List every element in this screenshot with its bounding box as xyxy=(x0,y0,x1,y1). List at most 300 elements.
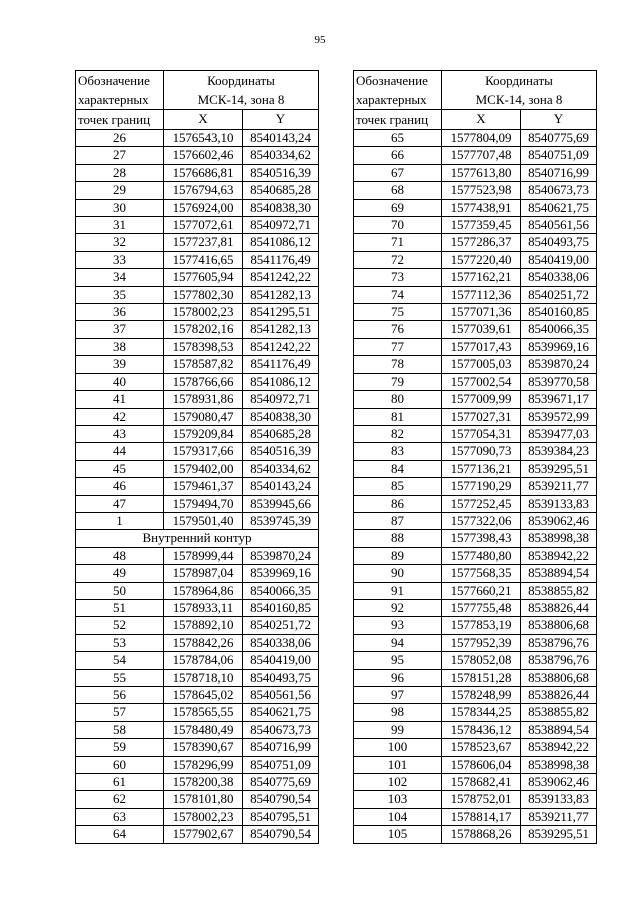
y-coordinate: 8540838,30 xyxy=(243,199,319,216)
table-row xyxy=(354,565,597,582)
point-number: 103 xyxy=(354,791,442,808)
x-coordinate: 1577090,73 xyxy=(442,443,521,460)
x-coordinate: 1578842,26 xyxy=(164,634,243,651)
x-coordinate: 1576543,10 xyxy=(164,130,243,147)
point-number: 96 xyxy=(354,669,442,686)
table-row xyxy=(354,547,597,564)
table-row xyxy=(76,582,319,599)
table-row xyxy=(354,234,597,251)
x-coordinate: 1577009,99 xyxy=(442,391,521,408)
table-row xyxy=(354,530,597,547)
designation-line: характерных xyxy=(356,92,427,107)
y-coordinate: 8540621,75 xyxy=(243,704,319,721)
table-row xyxy=(76,495,319,512)
point-number: 35 xyxy=(76,286,164,303)
y-coordinate: 8539133,83 xyxy=(521,495,597,512)
table-row xyxy=(354,217,597,234)
x-coordinate: 1577359,45 xyxy=(442,217,521,234)
designation-line: точек границ xyxy=(76,110,164,130)
y-coordinate: 8541295,51 xyxy=(243,304,319,321)
table-row xyxy=(76,721,319,738)
point-number: 86 xyxy=(354,495,442,512)
point-number: 98 xyxy=(354,704,442,721)
y-coordinate: 8541282,13 xyxy=(243,286,319,303)
y-coordinate: 8540516,39 xyxy=(243,164,319,181)
point-number: 27 xyxy=(76,147,164,164)
y-coordinate: 8541086,12 xyxy=(243,373,319,390)
x-column-header: X xyxy=(164,110,243,130)
point-number: 41 xyxy=(76,391,164,408)
table-row xyxy=(76,391,319,408)
y-coordinate: 8540143,24 xyxy=(243,478,319,495)
y-coordinate: 8540673,73 xyxy=(521,182,597,199)
x-coordinate: 1577252,45 xyxy=(442,495,521,512)
coordinates-line: МСК-14, зона 8 xyxy=(475,92,563,107)
table-row xyxy=(354,338,597,355)
y-coordinate: 8540160,85 xyxy=(521,304,597,321)
y-coordinate: 8540251,72 xyxy=(521,286,597,303)
point-number: 85 xyxy=(354,478,442,495)
y-coordinate: 8540338,06 xyxy=(243,634,319,651)
coordinates-line: МСК-14, зона 8 xyxy=(197,92,285,107)
y-coordinate: 8540751,09 xyxy=(521,147,597,164)
coordinates-line: Координаты xyxy=(485,73,553,88)
x-coordinate: 1577438,91 xyxy=(442,199,521,216)
point-number: 84 xyxy=(354,460,442,477)
point-number: 95 xyxy=(354,652,442,669)
table-row xyxy=(354,251,597,268)
y-coordinate: 8540716,99 xyxy=(243,739,319,756)
table-row xyxy=(76,130,319,147)
x-coordinate: 1577605,94 xyxy=(164,269,243,286)
x-coordinate: 1578892,10 xyxy=(164,617,243,634)
x-coordinate: 1577398,43 xyxy=(442,530,521,547)
point-number: 59 xyxy=(76,739,164,756)
x-coordinate: 1577027,31 xyxy=(442,408,521,425)
table-row xyxy=(354,321,597,338)
y-coordinate: 8540685,28 xyxy=(243,425,319,442)
table-row xyxy=(76,599,319,616)
table-row xyxy=(354,791,597,808)
x-coordinate: 1578523,67 xyxy=(442,739,521,756)
y-coordinate: 8541282,13 xyxy=(243,321,319,338)
table-row xyxy=(76,791,319,808)
x-coordinate: 1578002,23 xyxy=(164,304,243,321)
x-coordinate: 1577660,21 xyxy=(442,582,521,599)
point-number: 40 xyxy=(76,373,164,390)
point-number: 70 xyxy=(354,217,442,234)
y-coordinate: 8539295,51 xyxy=(521,460,597,477)
x-coordinate: 1577017,43 xyxy=(442,338,521,355)
table-row xyxy=(76,652,319,669)
point-number: 69 xyxy=(354,199,442,216)
x-coordinate: 1578151,28 xyxy=(442,669,521,686)
y-column-header: Y xyxy=(521,110,597,130)
x-coordinate: 1577480,80 xyxy=(442,547,521,564)
table-row xyxy=(76,443,319,460)
point-number: 64 xyxy=(76,826,164,843)
y-coordinate: 8539969,16 xyxy=(521,338,597,355)
table-row xyxy=(354,408,597,425)
point-number: 89 xyxy=(354,547,442,564)
x-coordinate: 1577190,29 xyxy=(442,478,521,495)
table-row xyxy=(354,512,597,529)
y-column-header: Y xyxy=(243,110,319,130)
point-number: 57 xyxy=(76,704,164,721)
table-row xyxy=(76,217,319,234)
y-coordinate: 8540751,09 xyxy=(243,756,319,773)
y-coordinate: 8541176,49 xyxy=(243,356,319,373)
designation-line: точек границ xyxy=(354,110,442,130)
y-coordinate: 8539671,17 xyxy=(521,391,597,408)
point-number: 75 xyxy=(354,304,442,321)
x-coordinate: 1579080,47 xyxy=(164,408,243,425)
table-row xyxy=(76,478,319,495)
point-number: 45 xyxy=(76,460,164,477)
y-coordinate: 8539211,77 xyxy=(521,808,597,825)
point-number: 101 xyxy=(354,756,442,773)
point-number: 55 xyxy=(76,669,164,686)
point-number: 100 xyxy=(354,739,442,756)
designation-line: Обозначение xyxy=(78,73,150,88)
point-number: 26 xyxy=(76,130,164,147)
table-row xyxy=(354,495,597,512)
y-coordinate: 8538826,44 xyxy=(521,687,597,704)
coordinates-table-right xyxy=(353,70,597,844)
point-number: 77 xyxy=(354,338,442,355)
y-coordinate: 8538942,22 xyxy=(521,547,597,564)
table-row xyxy=(354,130,597,147)
y-coordinate: 8539062,46 xyxy=(521,512,597,529)
point-number: 61 xyxy=(76,774,164,791)
x-coordinate: 1578606,04 xyxy=(442,756,521,773)
point-number: 37 xyxy=(76,321,164,338)
point-number: 34 xyxy=(76,269,164,286)
point-number: 1 xyxy=(76,512,164,529)
x-coordinate: 1577523,98 xyxy=(442,182,521,199)
point-number: 68 xyxy=(354,182,442,199)
table-row xyxy=(76,199,319,216)
table-row xyxy=(76,304,319,321)
point-number: 78 xyxy=(354,356,442,373)
table-row xyxy=(76,808,319,825)
y-coordinate: 8539295,51 xyxy=(521,826,597,843)
x-coordinate: 1579501,40 xyxy=(164,512,243,529)
table-row xyxy=(354,443,597,460)
table-row xyxy=(76,373,319,390)
x-coordinate: 1577707,48 xyxy=(442,147,521,164)
table-row xyxy=(76,617,319,634)
x-coordinate: 1577072,61 xyxy=(164,217,243,234)
x-coordinate: 1577039,61 xyxy=(442,321,521,338)
y-coordinate: 8538796,76 xyxy=(521,634,597,651)
y-coordinate: 8540716,99 xyxy=(521,164,597,181)
table-row xyxy=(354,687,597,704)
x-coordinate: 1577005,03 xyxy=(442,356,521,373)
table-row xyxy=(76,669,319,686)
point-number: 32 xyxy=(76,234,164,251)
table-row xyxy=(354,164,597,181)
y-coordinate: 8539870,24 xyxy=(243,547,319,564)
y-coordinate: 8538998,38 xyxy=(521,756,597,773)
table-row xyxy=(76,182,319,199)
point-number: 33 xyxy=(76,251,164,268)
y-coordinate: 8540160,85 xyxy=(243,599,319,616)
point-number: 67 xyxy=(354,164,442,181)
y-coordinate: 8539477,03 xyxy=(521,425,597,442)
x-coordinate: 1578436,12 xyxy=(442,721,521,738)
table-row xyxy=(76,739,319,756)
y-coordinate: 8538806,68 xyxy=(521,617,597,634)
x-coordinate: 1578052,08 xyxy=(442,652,521,669)
x-coordinate: 1578565,55 xyxy=(164,704,243,721)
table-row xyxy=(76,338,319,355)
table-row xyxy=(354,286,597,303)
point-number: 90 xyxy=(354,565,442,582)
x-coordinate: 1578645,02 xyxy=(164,687,243,704)
table-row xyxy=(76,356,319,373)
x-coordinate: 1577416,65 xyxy=(164,251,243,268)
point-number: 76 xyxy=(354,321,442,338)
y-coordinate: 8540493,75 xyxy=(521,234,597,251)
table-row xyxy=(76,408,319,425)
designation-line: характерных xyxy=(78,92,149,107)
x-coordinate: 1577002,54 xyxy=(442,373,521,390)
table-row xyxy=(354,808,597,825)
point-number: 82 xyxy=(354,425,442,442)
x-coordinate: 1577237,81 xyxy=(164,234,243,251)
y-coordinate: 8538826,44 xyxy=(521,599,597,616)
x-coordinate: 1577902,67 xyxy=(164,826,243,843)
point-number: 54 xyxy=(76,652,164,669)
table-row xyxy=(354,704,597,721)
point-number: 48 xyxy=(76,547,164,564)
y-coordinate: 8540972,71 xyxy=(243,217,319,234)
y-coordinate: 8540334,62 xyxy=(243,460,319,477)
y-coordinate: 8540334,62 xyxy=(243,147,319,164)
point-number: 58 xyxy=(76,721,164,738)
y-coordinate: 8540066,35 xyxy=(243,582,319,599)
x-coordinate: 1578766,66 xyxy=(164,373,243,390)
x-coordinate: 1577804,09 xyxy=(442,130,521,147)
x-coordinate: 1577220,40 xyxy=(442,251,521,268)
x-coordinate: 1579402,00 xyxy=(164,460,243,477)
point-number: 31 xyxy=(76,217,164,234)
y-coordinate: 8540775,69 xyxy=(521,130,597,147)
y-coordinate: 8538942,22 xyxy=(521,739,597,756)
x-coordinate: 1578390,67 xyxy=(164,739,243,756)
point-number: 73 xyxy=(354,269,442,286)
table-row xyxy=(354,356,597,373)
x-coordinate: 1578718,10 xyxy=(164,669,243,686)
table-row xyxy=(354,774,597,791)
x-coordinate: 1576602,46 xyxy=(164,147,243,164)
x-column-header: X xyxy=(442,110,521,130)
point-number: 50 xyxy=(76,582,164,599)
y-coordinate: 8539572,99 xyxy=(521,408,597,425)
y-coordinate: 8541242,22 xyxy=(243,338,319,355)
x-coordinate: 1578814,17 xyxy=(442,808,521,825)
table-row xyxy=(354,652,597,669)
table-row xyxy=(354,269,597,286)
x-coordinate: 1578296,99 xyxy=(164,756,243,773)
x-coordinate: 1579209,84 xyxy=(164,425,243,442)
y-coordinate: 8539133,83 xyxy=(521,791,597,808)
point-number: 51 xyxy=(76,599,164,616)
point-number: 42 xyxy=(76,408,164,425)
table-row xyxy=(354,391,597,408)
point-number: 63 xyxy=(76,808,164,825)
y-coordinate: 8539062,46 xyxy=(521,774,597,791)
table-row xyxy=(354,478,597,495)
y-coordinate: 8538796,76 xyxy=(521,652,597,669)
y-coordinate: 8539870,24 xyxy=(521,356,597,373)
table-row xyxy=(76,425,319,442)
point-number: 65 xyxy=(354,130,442,147)
table-row xyxy=(354,373,597,390)
x-coordinate: 1578200,38 xyxy=(164,774,243,791)
table-row xyxy=(354,460,597,477)
x-coordinate: 1578344,25 xyxy=(442,704,521,721)
x-coordinate: 1578002,23 xyxy=(164,808,243,825)
table-row xyxy=(354,826,597,843)
y-coordinate: 8540419,00 xyxy=(521,251,597,268)
x-coordinate: 1577755,48 xyxy=(442,599,521,616)
y-coordinate: 8538806,68 xyxy=(521,669,597,686)
y-coordinate: 8541086,12 xyxy=(243,234,319,251)
y-coordinate: 8540066,35 xyxy=(521,321,597,338)
point-number: 102 xyxy=(354,774,442,791)
table-row xyxy=(76,164,319,181)
x-coordinate: 1578752,01 xyxy=(442,791,521,808)
point-number: 81 xyxy=(354,408,442,425)
point-number: 66 xyxy=(354,147,442,164)
y-coordinate: 8540795,51 xyxy=(243,808,319,825)
x-coordinate: 1579461,37 xyxy=(164,478,243,495)
x-coordinate: 1577054,31 xyxy=(442,425,521,442)
x-coordinate: 1578933,11 xyxy=(164,599,243,616)
y-coordinate: 8540516,39 xyxy=(243,443,319,460)
x-coordinate: 1577286,37 xyxy=(442,234,521,251)
table-row xyxy=(76,565,319,582)
x-coordinate: 1578987,04 xyxy=(164,565,243,582)
x-coordinate: 1577802,30 xyxy=(164,286,243,303)
y-coordinate: 8540143,24 xyxy=(243,130,319,147)
y-coordinate: 8540673,73 xyxy=(243,721,319,738)
table-row xyxy=(354,199,597,216)
y-coordinate: 8538855,82 xyxy=(521,582,597,599)
table-row xyxy=(354,599,597,616)
table-row xyxy=(76,756,319,773)
x-coordinate: 1576924,00 xyxy=(164,199,243,216)
x-coordinate: 1578931,86 xyxy=(164,391,243,408)
point-number: 88 xyxy=(354,530,442,547)
table-row xyxy=(76,774,319,791)
table-row xyxy=(76,251,319,268)
table-row xyxy=(354,582,597,599)
point-number: 44 xyxy=(76,443,164,460)
coordinates-table-left xyxy=(75,70,319,844)
y-coordinate: 8541176,49 xyxy=(243,251,319,268)
table-row xyxy=(76,547,319,564)
table-row xyxy=(354,669,597,686)
y-coordinate: 8540685,28 xyxy=(243,182,319,199)
table-row xyxy=(76,826,319,843)
x-coordinate: 1577853,19 xyxy=(442,617,521,634)
y-coordinate: 8540790,54 xyxy=(243,826,319,843)
point-number: 105 xyxy=(354,826,442,843)
y-coordinate: 8539745,39 xyxy=(243,512,319,529)
y-coordinate: 8540838,30 xyxy=(243,408,319,425)
table-row xyxy=(76,321,319,338)
point-number: 83 xyxy=(354,443,442,460)
y-coordinate: 8539969,16 xyxy=(243,565,319,582)
point-number: 49 xyxy=(76,565,164,582)
designation-header xyxy=(354,71,442,110)
point-number: 97 xyxy=(354,687,442,704)
y-coordinate: 8540493,75 xyxy=(243,669,319,686)
point-number: 39 xyxy=(76,356,164,373)
point-number: 99 xyxy=(354,721,442,738)
x-coordinate: 1578999,44 xyxy=(164,547,243,564)
point-number: 53 xyxy=(76,634,164,651)
left-table-body xyxy=(76,130,319,844)
x-coordinate: 1578784,06 xyxy=(164,652,243,669)
section-row xyxy=(76,530,319,547)
designation-header xyxy=(76,71,164,110)
x-coordinate: 1576686,81 xyxy=(164,164,243,181)
x-coordinate: 1579494,70 xyxy=(164,495,243,512)
designation-line: Обозначение xyxy=(356,73,428,88)
x-coordinate: 1578248,99 xyxy=(442,687,521,704)
x-coordinate: 1578682,41 xyxy=(442,774,521,791)
point-number: 56 xyxy=(76,687,164,704)
x-coordinate: 1577112,36 xyxy=(442,286,521,303)
point-number: 62 xyxy=(76,791,164,808)
table-row xyxy=(354,756,597,773)
point-number: 87 xyxy=(354,512,442,529)
y-coordinate: 8538855,82 xyxy=(521,704,597,721)
point-number: 91 xyxy=(354,582,442,599)
point-number: 29 xyxy=(76,182,164,199)
x-coordinate: 1578587,82 xyxy=(164,356,243,373)
table-row xyxy=(76,234,319,251)
x-coordinate: 1576794,63 xyxy=(164,182,243,199)
point-number: 93 xyxy=(354,617,442,634)
x-coordinate: 1578480,49 xyxy=(164,721,243,738)
point-number: 47 xyxy=(76,495,164,512)
y-coordinate: 8538894,54 xyxy=(521,721,597,738)
point-number: 71 xyxy=(354,234,442,251)
x-coordinate: 1578868,26 xyxy=(442,826,521,843)
x-coordinate: 1578101,80 xyxy=(164,791,243,808)
y-coordinate: 8540419,00 xyxy=(243,652,319,669)
table-row xyxy=(76,147,319,164)
point-number: 60 xyxy=(76,756,164,773)
x-coordinate: 1578398,53 xyxy=(164,338,243,355)
point-number: 72 xyxy=(354,251,442,268)
table-row xyxy=(76,269,319,286)
point-number: 79 xyxy=(354,373,442,390)
x-coordinate: 1577952,39 xyxy=(442,634,521,651)
y-coordinate: 8539384,23 xyxy=(521,443,597,460)
y-coordinate: 8539945,66 xyxy=(243,495,319,512)
point-number: 46 xyxy=(76,478,164,495)
section-title: Внутренний контур xyxy=(76,530,319,547)
y-coordinate: 8538998,38 xyxy=(521,530,597,547)
table-row xyxy=(354,721,597,738)
y-coordinate: 8540972,71 xyxy=(243,391,319,408)
